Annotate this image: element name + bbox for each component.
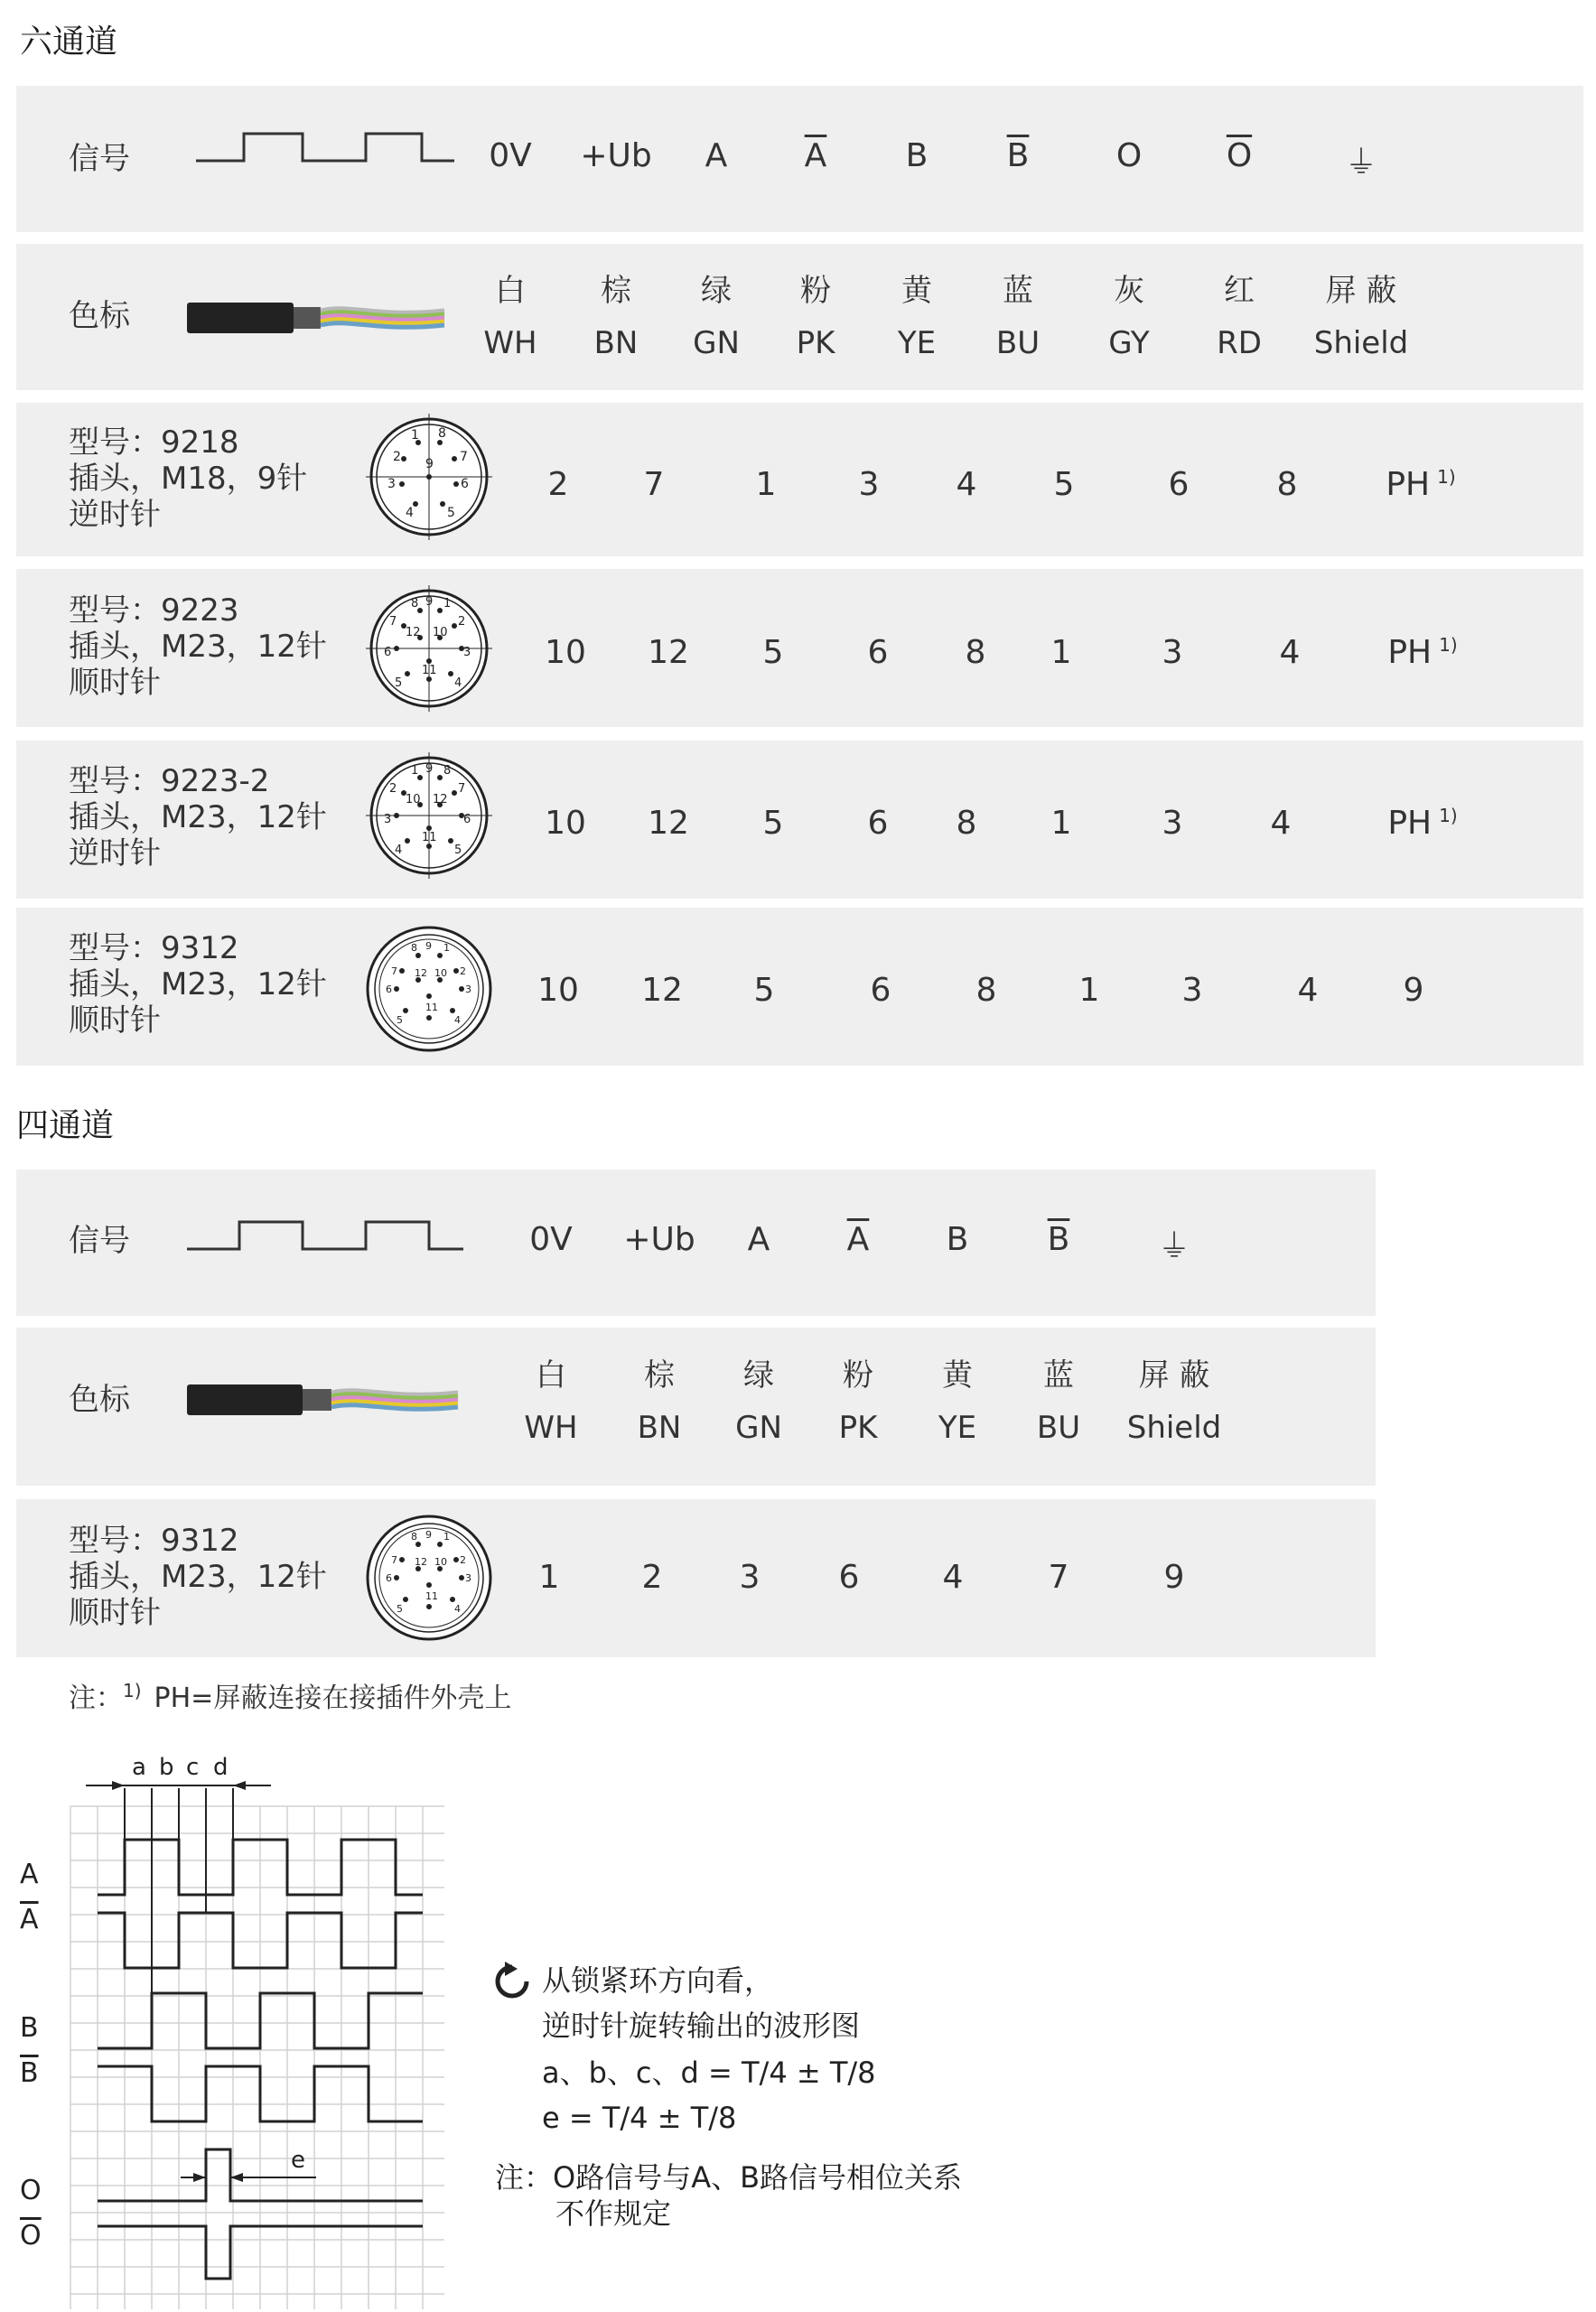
six-pin-text: 10 [537,972,579,1009]
svg-text:2: 2 [458,615,466,629]
six-color-cn: 绿 [701,273,732,309]
six-pin-text: 3 [1181,972,1203,1009]
four-model-line1: 型号：9312 [69,1523,239,1559]
four-color-en: Shield [1126,1410,1222,1446]
four-pin-value: 3 [739,1559,761,1596]
four-color-cn: 白 [536,1357,566,1394]
svg-text:1: 1 [411,764,419,778]
timing-top-label: d [213,1754,229,1781]
six-color-en: PK [796,325,835,361]
connector-9312-icon [364,924,494,1054]
six-pin-text: 12 [648,805,689,842]
six-model-line1: 型号：9218 [69,424,239,461]
svg-text:4: 4 [454,676,462,690]
svg-text:6: 6 [461,477,469,491]
six-color-cn: 屏 蔽 [1325,273,1397,309]
four-model-line3: 顺时针 [69,1595,161,1631]
connector-12pin-cw-icon [366,585,492,712]
six-pin-value [1125,466,1233,503]
six-pin-text: 1 [1078,972,1100,1009]
six-signal-value: O [1115,137,1143,174]
four-pin-value: 9 [1163,1559,1185,1596]
six-pin-value [815,466,923,503]
cable-icon [187,300,449,338]
six-pin-text: 5 [753,972,775,1009]
timing-top-label: b [159,1754,174,1781]
six-pin-value [1118,634,1227,671]
six-pin-value [1254,972,1362,1009]
square-wave-icon [194,126,456,172]
svg-text:11: 11 [422,831,437,844]
six-color-en: YE [897,325,937,361]
connector-12pin-ccw-icon [366,752,492,879]
six-color-en: BU [995,325,1041,361]
four-color-cn: 棕 [644,1357,675,1394]
svg-text:1: 1 [443,597,452,611]
four-color-en: BU [1036,1410,1081,1446]
six-pin-text: 4 [1270,805,1292,842]
svg-text:9: 9 [425,940,432,952]
svg-text:8: 8 [411,597,419,611]
desc-line4: e = T/4 ± T/8 [542,2101,737,2135]
six-model-text [69,763,327,872]
four-color-en: WH [524,1410,578,1446]
six-pin-text: 8 [965,634,986,671]
six-pin-text: 8 [1276,466,1298,503]
svg-text:7: 7 [458,782,466,796]
six-pin-value [1233,466,1341,503]
svg-text:4: 4 [454,1603,461,1615]
svg-text:8: 8 [438,426,446,441]
desc-line2: 逆时针旋转输出的波形图 [542,2009,861,2043]
six-pin-text: 2 [547,466,569,503]
svg-text:8: 8 [443,764,452,778]
six-pin-value [719,805,827,842]
six-pin-value [932,972,1041,1009]
svg-text:3: 3 [463,646,471,659]
six-pin-value [824,634,932,671]
svg-text:5: 5 [397,1603,403,1615]
six-pin-value [1035,972,1143,1009]
footnote-prefix: 注： [69,1683,123,1714]
svg-text:10: 10 [434,967,447,979]
four-signal-value: ⏚ [1157,1228,1190,1265]
svg-text:11: 11 [422,664,437,677]
six-pin-value [912,805,1021,842]
six-pin-text: 3 [1162,805,1183,842]
six-pin-text: 9 [1403,972,1424,1009]
six-signal-value: ⏚ [1344,144,1377,182]
six-color-en: BN [593,325,639,361]
four-model-text [69,1523,327,1631]
six-color-en: GY [1108,325,1150,361]
six-color-cn: 白 [495,273,526,309]
svg-text:9: 9 [425,457,434,471]
svg-text:4: 4 [454,1014,461,1026]
six-model-line1: 型号：9223 [69,592,239,629]
timing-signal-label: B [20,2057,39,2089]
six-pin-value [712,466,820,503]
timing-signal-label: O [20,2175,42,2206]
four-color-label: 色标 [69,1382,130,1418]
four-signal-value: +Ub [623,1221,695,1258]
six-pin-text: 6 [870,972,891,1009]
svg-text:3: 3 [387,477,396,491]
four-pin-value: 7 [1048,1559,1069,1596]
cable-icon-4ch [187,1382,462,1420]
six-model-text [69,424,307,533]
four-color-en: PK [838,1410,878,1446]
six-pin-value [1367,466,1475,503]
svg-text:10: 10 [433,626,448,639]
svg-text:12: 12 [406,626,421,639]
six-pin-value [1007,634,1115,671]
six-pin-text: 1 [1050,805,1072,842]
connector-9312-icon-4ch [364,1513,494,1643]
six-color-en: Shield [1313,325,1409,361]
six-pin-text: 12 [641,972,683,1009]
svg-text:2: 2 [389,782,397,796]
svg-text:5: 5 [447,506,455,520]
svg-text:9: 9 [425,762,434,776]
svg-text:3: 3 [465,984,471,995]
six-pin-value [511,805,620,842]
six-pin-text: 5 [762,634,784,671]
six-model-line3: 顺时针 [69,1002,161,1039]
svg-text:8: 8 [411,1531,417,1543]
six-pin-text: 8 [956,805,977,842]
svg-text:10: 10 [406,793,421,806]
svg-text:7: 7 [391,1554,397,1566]
svg-text:4: 4 [406,506,414,520]
six-signal-value: $\overline{A}$ [804,137,827,174]
svg-text:12: 12 [433,793,448,806]
four-signal-value: B [946,1221,969,1258]
six-pin-text: 10 [545,634,586,671]
desc-line3: a、b、c、d = T/4 ± T/8 [542,2056,876,2090]
six-pin-value [504,972,612,1009]
svg-text:2: 2 [460,965,466,977]
six-pin-value [614,805,723,842]
connector-9pin-icon [366,414,492,540]
six-model-text [69,930,327,1039]
six-signal-value: A [705,137,728,174]
six-pin-text: 3 [858,466,880,503]
six-pin-text: 6 [867,634,889,671]
six-pin-value [826,972,935,1009]
four-signal-value: 0V [529,1221,573,1258]
svg-text:7: 7 [460,450,468,464]
six-pin-text: 1 [755,466,777,503]
svg-text:3: 3 [465,1572,471,1584]
svg-text:11: 11 [425,1590,438,1602]
six-model-line1: 型号：9312 [69,930,239,966]
four-signal-value: $\overline{A}$ [846,1221,870,1258]
six-pin-text: 3 [1162,634,1183,671]
svg-text:5: 5 [454,844,462,857]
six-color-cn: 黄 [901,273,932,309]
desc-note1: 注：O路信号与A、B路信号相位关系 [495,2160,963,2195]
four-pin-value: 1 [538,1559,560,1596]
six-model-line3: 顺时针 [69,665,161,701]
six-pin-sup: 1) [1439,805,1458,826]
svg-text:8: 8 [411,942,417,954]
four-signal-value: A [747,1221,770,1258]
svg-text:3: 3 [384,813,392,826]
six-pin-value [710,972,818,1009]
six-pin-text: 10 [545,805,586,842]
six-channel-title: 六通道 [20,23,118,61]
square-wave-icon-4ch [185,1215,465,1260]
footnote-text: PH=屏蔽连接在接插件外壳上 [154,1683,512,1714]
six-pin-value [1368,634,1477,671]
timing-top-label: a [132,1754,146,1781]
six-pin-value [1007,805,1115,842]
svg-text:1: 1 [443,942,450,954]
svg-text:7: 7 [391,965,397,977]
six-signal-value: +Ub [580,137,652,174]
six-pin-value [608,972,716,1009]
four-signal-value: $\overline{B}$ [1047,1221,1070,1258]
six-color-en: GN [693,325,740,361]
six-pin-value [1359,972,1468,1009]
six-model-line3: 逆时针 [69,835,161,872]
six-model-line2: 插头，M23，12针 [69,799,327,835]
timing-signal-label: B [20,2012,39,2044]
six-pin-value [600,466,708,503]
four-channel-title: 四通道 [16,1107,115,1144]
svg-text:5: 5 [395,676,403,690]
four-model-line2: 插头，M23，12针 [69,1559,327,1595]
four-pin-value: 4 [942,1559,964,1596]
six-model-line2: 插头，M23，12针 [69,629,327,665]
four-color-cn: 粉 [843,1357,873,1394]
six-pin-text: PH [1386,466,1431,503]
six-model-line2: 插头，M18，9针 [69,461,308,497]
timing-signal-label: O [20,2220,42,2251]
svg-text:11: 11 [425,1002,438,1013]
svg-text:6: 6 [463,813,471,826]
desc-note2: 不作规定 [555,2196,672,2231]
svg-text:6: 6 [386,984,392,995]
six-pin-value [1368,805,1477,842]
svg-text:9: 9 [425,595,434,609]
six-signal-value: 0V [489,137,532,174]
svg-text:9: 9 [425,1529,432,1541]
six-pin-text: PH [1387,805,1433,842]
six-model-line3: 逆时针 [69,497,161,533]
rotate-ccw-icon [492,1962,532,2001]
six-pin-text: 4 [1297,972,1319,1009]
four-signal-label: 信号 [69,1223,130,1259]
svg-text:2: 2 [460,1554,466,1566]
six-model-line2: 插头，M23，12针 [69,966,327,1002]
six-color-cn: 红 [1224,273,1255,309]
six-pin-text: 6 [867,805,889,842]
desc-line1: 从锁紧环方向看， [542,1963,774,1998]
six-pin-text: 4 [1279,634,1301,671]
six-pin-text: 4 [956,466,977,503]
svg-text:6: 6 [384,646,392,659]
four-color-cn: 蓝 [1043,1357,1074,1394]
svg-text:5: 5 [397,1014,403,1026]
timing-signal-label: A [20,1859,39,1890]
timing-top-label: c [186,1754,200,1781]
six-color-label: 色标 [69,298,130,334]
six-pin-text: 7 [643,466,665,503]
six-pin-value [511,634,620,671]
six-model-text [69,592,327,701]
six-signal-value: $\overline{B}$ [1006,137,1030,174]
six-pin-value [1236,634,1344,671]
timing-signal-label: A [20,1904,39,1935]
six-pin-value [1010,466,1118,503]
svg-text:7: 7 [389,615,397,629]
timing-e-label: e [291,2147,305,2174]
svg-text:12: 12 [415,967,427,979]
six-pin-text: 12 [648,634,689,671]
six-signal-value: $\overline{O}$ [1226,137,1253,174]
six-pin-text: 6 [1168,466,1190,503]
six-color-cn: 粉 [800,273,831,309]
six-pin-text: 5 [762,805,784,842]
four-color-en: GN [735,1410,782,1446]
footnote-sup: 1) [123,1680,142,1701]
six-color-en: RD [1217,325,1262,361]
svg-text:10: 10 [434,1556,447,1568]
six-pin-value [719,634,827,671]
six-pin-value [614,634,723,671]
six-signal-label: 信号 [69,141,130,177]
six-model-line1: 型号：9223-2 [69,763,270,799]
six-pin-text: 8 [975,972,997,1009]
svg-text:2: 2 [393,450,401,464]
six-pin-value [912,466,1021,503]
four-color-en: YE [938,1410,977,1446]
six-pin-text: 1 [1050,634,1072,671]
six-color-en: WH [483,325,537,361]
six-pin-text: 5 [1053,466,1075,503]
timing-diagram [0,1739,506,2312]
four-pin-value: 2 [641,1559,663,1596]
four-color-cn: 屏 蔽 [1138,1357,1210,1394]
svg-text:6: 6 [386,1572,392,1584]
six-pin-sup: 1) [1437,466,1456,488]
six-pin-value [1118,805,1227,842]
six-pin-value [1227,805,1335,842]
six-color-cn: 棕 [601,273,631,309]
six-signal-value: B [905,137,929,174]
six-color-cn: 蓝 [1003,273,1033,309]
svg-text:1: 1 [411,428,419,443]
four-color-cn: 绿 [743,1357,774,1394]
six-color-cn: 灰 [1114,273,1144,309]
four-pin-value: 6 [838,1559,860,1596]
four-color-cn: 黄 [942,1357,973,1394]
six-pin-text: PH [1387,634,1433,671]
six-pin-value [1138,972,1246,1009]
svg-text:12: 12 [415,1556,427,1568]
svg-text:4: 4 [395,844,403,857]
footnote [69,1675,511,1715]
six-pin-value [504,466,612,503]
svg-text:1: 1 [443,1531,450,1543]
six-pin-sup: 1) [1439,634,1458,656]
four-color-en: BN [637,1410,682,1446]
